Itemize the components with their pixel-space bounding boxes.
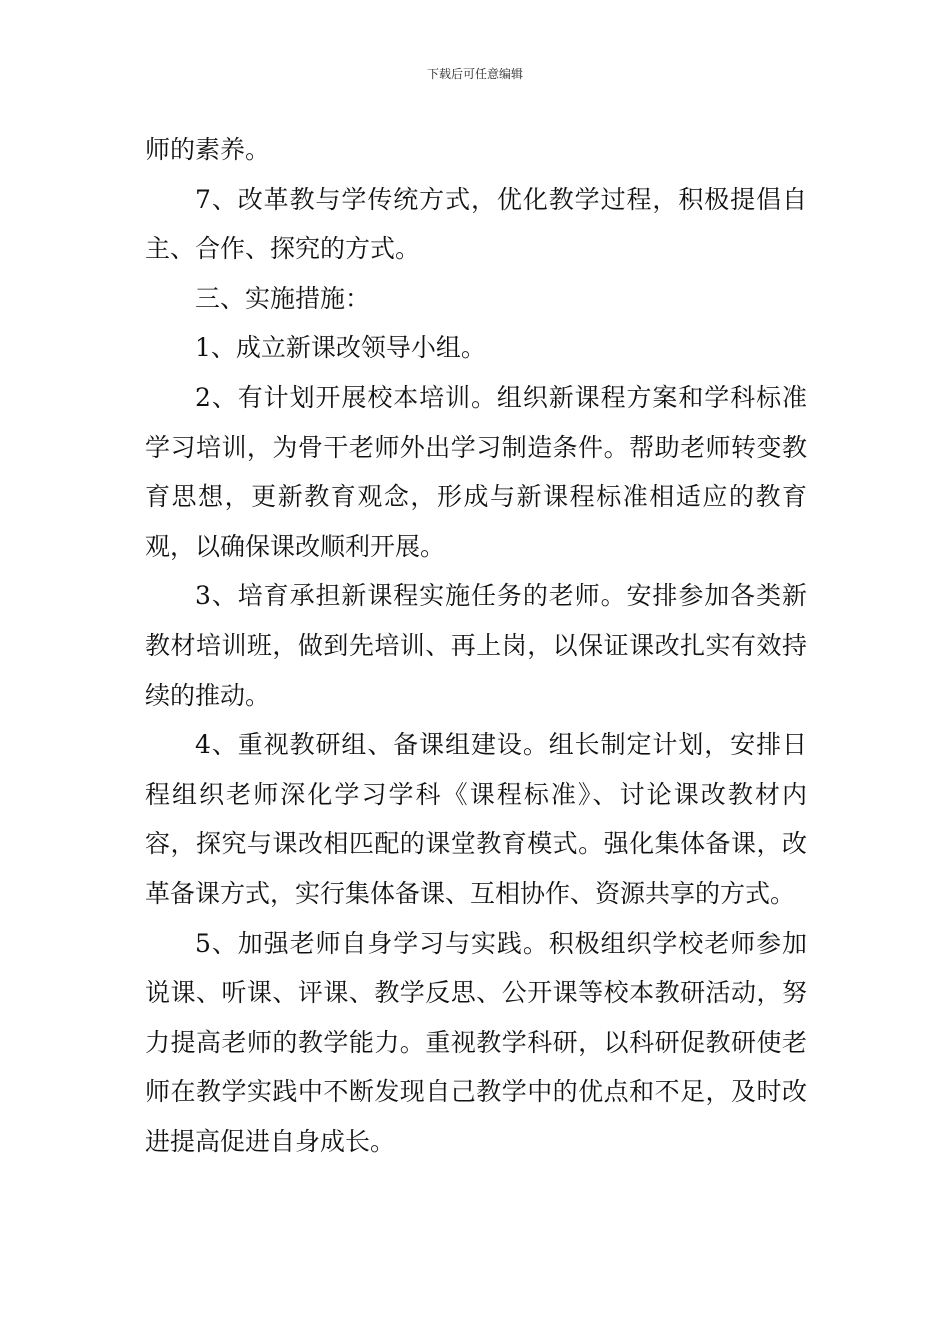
paragraph: 师的素养。: [145, 135, 271, 164]
paragraph: 4、重视教研组、备课组建设。组长制定计划，安排日程组织老师深化学习学科《课程标准》、讨论课改教材内容，探究与课改相匹配的课堂教育模式。强化集体备课，改革备课方式，实行集体备课、互相协作、资源共享的方式。: [145, 730, 807, 908]
page-header: 下载后可任意编辑: [426, 67, 523, 81]
paragraph: 1、成立新课改领导小组。: [195, 333, 486, 363]
section-heading: 三、实施措施：: [195, 283, 371, 313]
paragraph: 3、培育承担新课程实施任务的老师。安排参加各类新教材培训班，做到先培训、再上岗，以保证课改扎实有效持续的推动。: [145, 581, 807, 710]
paragraph: 7、改革教与学传统方式，优化教学过程，积极提倡自主、合作、探究的方式。: [145, 184, 807, 264]
paragraph: 2、有计划开展校本培训。组织新课程方案和学科标准学习培训，为骨干老师外出学习制造条件。帮助老师转变教育思想，更新教育观念，形成与新课程标准相适应的教育观，以确保课改顺利开展。: [145, 382, 807, 561]
paragraph: 5、加强老师自身学习与实践。积极组织学校老师参加说课、听课、评课、教学反思、公开课等校本教研活动，努力提高老师的教学能力。重视教学科研，以科研促教研使老师在教学实践中不断发现自己教学中的优点和不足，及时改进提高促进自身成长。: [145, 928, 807, 1156]
document-body: [145, 125, 807, 1166]
